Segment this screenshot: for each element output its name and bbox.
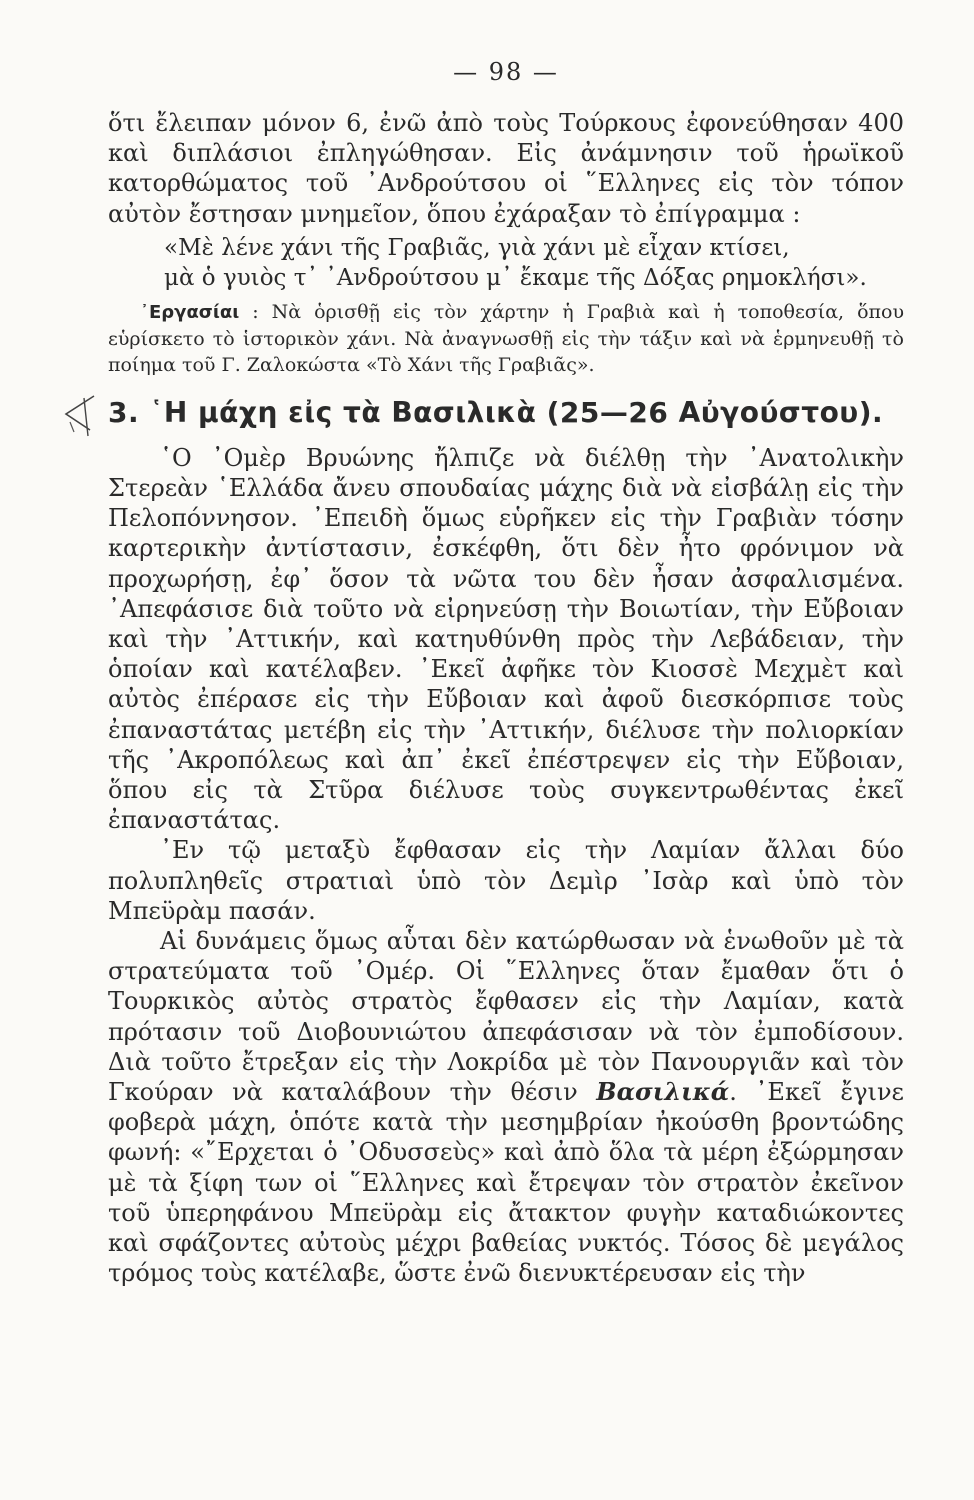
page-number: — 98 — [453,58,559,86]
epigram-verse [164,233,904,293]
body-paragraph-2: ᾿Εν τῷ μεταξὺ ἔφθασαν εἰς τὴν Λαμίαν ἄλλαι δύο πολυπληθεῖς στρατιαὶ ὑπὸ τὸν Δεμὶρ ᾿Ισὰρ καὶ ὑπὸ τὸν Μπεϋρὰμ πασάν. [108,836,904,925]
body-paragraph-3-end: . ᾿Εκεῖ ἔγινε φοβερὰ μάχη, ὁπότε κατὰ τὴν μεσημβρίαν ἠκούσθη βροντώδης φωνή: «῎Ερχεται ὁ ᾿Οδυσσεὺς» καὶ ἀπὸ ὅλα τὰ μέρη ἐξώρμησαν μὲ τὰ ξίφη των οἱ ῞Ελληνες καὶ ἔτρεψαν τὸν στρατὸν ἐκεῖνον τοῦ ὑπερηφάνου Μπεϋρὰμ εἰς ἄτακτον φυγὴν καταδιώκοντες καὶ σφάζοντες αὐτοὺς μέχρι βαθείας νυκτός. Τόσος δὲ μεγάλος τρόμος τοὺς κατέλαβε, ὥστε ἐνῶ διενυκτέρευσαν εἰς τὴν [108,1078,904,1288]
section-body [108,443,904,1289]
place-name-emphasis: Βασιλικά [596,1077,730,1107]
exercise-label: ᾿Εργασίαι [140,301,240,323]
intro-paragraph: ὅτι ἔλειπαν μόνον 6, ἐνῶ ἀπὸ τοὺς Τούρκους ἐφονεύθησαν 400 καὶ διπλάσιοι ἐπληγώθησαν. Εἰς ἀνάμνησιν τοῦ ἡρωϊκοῦ κατορθώματος τοῦ ᾿Ανδρούτσου οἱ ῞Ελληνες εἰς τὸν τόπον αὐτὸν ἔστησαν μνημεῖον, ὅπου ἐχάραξαν τὸ ἐπίγραμμα : [108,109,904,228]
section-heading [108,396,904,429]
exercise-note [108,299,904,378]
exercise-text: : Νὰ ὁρισθῇ εἰς τὸν χάρτην ἡ Γραβιὰ καὶ ἡ τοποθεσία, ὅπου εὑρίσκετο τὸ ἱστορικὸν χάνι. Νὰ ἀναγνωσθῇ εἰς τὴν τάξιν καὶ νὰ ἑρμηνευθῇ τὸ ποίημα τοῦ Γ. Ζαλοκώστα «Τὸ Χάνι τῆς Γραβιᾶς». [108,300,904,376]
handwritten-margin-mark-icon [60,392,100,438]
body-paragraph-3-start: Αἱ δυνάμεις ὅμως αὗται δὲν κατώρθωσαν νὰ ἑνωθοῦν μὲ τὰ στρατεύματα τοῦ ᾿Ομέρ. Οἱ ῞Ελληνες ὅταν ἔμαθαν ὅτι ὁ Τουρκικὸς αὐτὸς στρατὸς ἔφθασεν εἰς τὴν Λαμίαν, κατὰ πρότασιν τοῦ Διοβουνιώτου ἀπεφάσισαν νὰ τὸν ἐμποδίσουν. Διὰ τοῦτο ἔτρεξαν εἰς τὴν Λοκρίδα μὲ τὸν Πανουργιᾶν καὶ τὸν Γκούραν νὰ καταλάβουν τὴν θέσιν [108,927,904,1107]
body-paragraph-3 [108,926,904,1288]
verse-line-1: «Μὲ λένε χάνι τῆς Γραβιᾶς, γιὰ χάνι μὲ εἶχαν κτίσει, [164,234,790,261]
verse-line-2: μὰ ὁ γυιὸς τ᾿ ᾿Ανδρούτσου μ᾿ ἔκαμε τῆς Δόξας ρημοκλήσι». [164,264,867,291]
section-title: 3. ῾Η μάχη εἰς τὰ Βασιλικὰ (25—26 Αὐγούστου). [108,395,884,429]
body-paragraph-1: ῾Ο ᾿Ομὲρ Βρυώνης ἤλπιζε νὰ διέλθῃ τὴν ᾿Ανατολικὴν Στερεὰν ῾Ελλάδα ἄνευ σπουδαίας μάχης διὰ νὰ εἰσβάλῃ εἰς τὴν Πελοπόννησον. ᾿Επειδὴ ὅμως εὑρῆκεν εἰς τὴν Γραβιὰν τόσην καρτερικὴν ἀντίστασιν, ἐσκέφθη, ὅτι δὲν ἦτο φρόνιμον νὰ προχωρήσῃ, ἐφ᾿ ὅσον τὰ νῶτα του δὲν ἦσαν ἀσφαλισμένα. ᾿Απεφάσισε διὰ τοῦτο νὰ εἰρηνεύσῃ τὴν Βοιωτίαν, τὴν Εὔβοιαν καὶ τὴν ᾿Αττικήν, καὶ κατηυθύνθη πρὸς τὴν Λεβάδειαν, τὴν ὁποίαν καὶ κατέλαβεν. ᾿Εκεῖ ἀφῆκε τὸν Κιοσσὲ Μεχμὲτ καὶ αὐτὸς ἐπέρασε εἰς τὴν Εὔβοιαν καὶ ἀφοῦ διεσκόρπισε τοὺς ἐπαναστάτας μετέβη εἰς τὴν ᾿Αττικήν, διέλυσε τὴν πολιορκίαν τῆς ᾿Ακροπόλεως καὶ ἀπ᾿ ἐκεῖ ἐπέστρεψεν εἰς τὴν Εὔβοιαν, ὅπου εἰς τὰ Στῦρα διέλυσε τοὺς συγκεντρωθέντας ἐκεῖ ἐπαναστάτας. [108,443,904,835]
